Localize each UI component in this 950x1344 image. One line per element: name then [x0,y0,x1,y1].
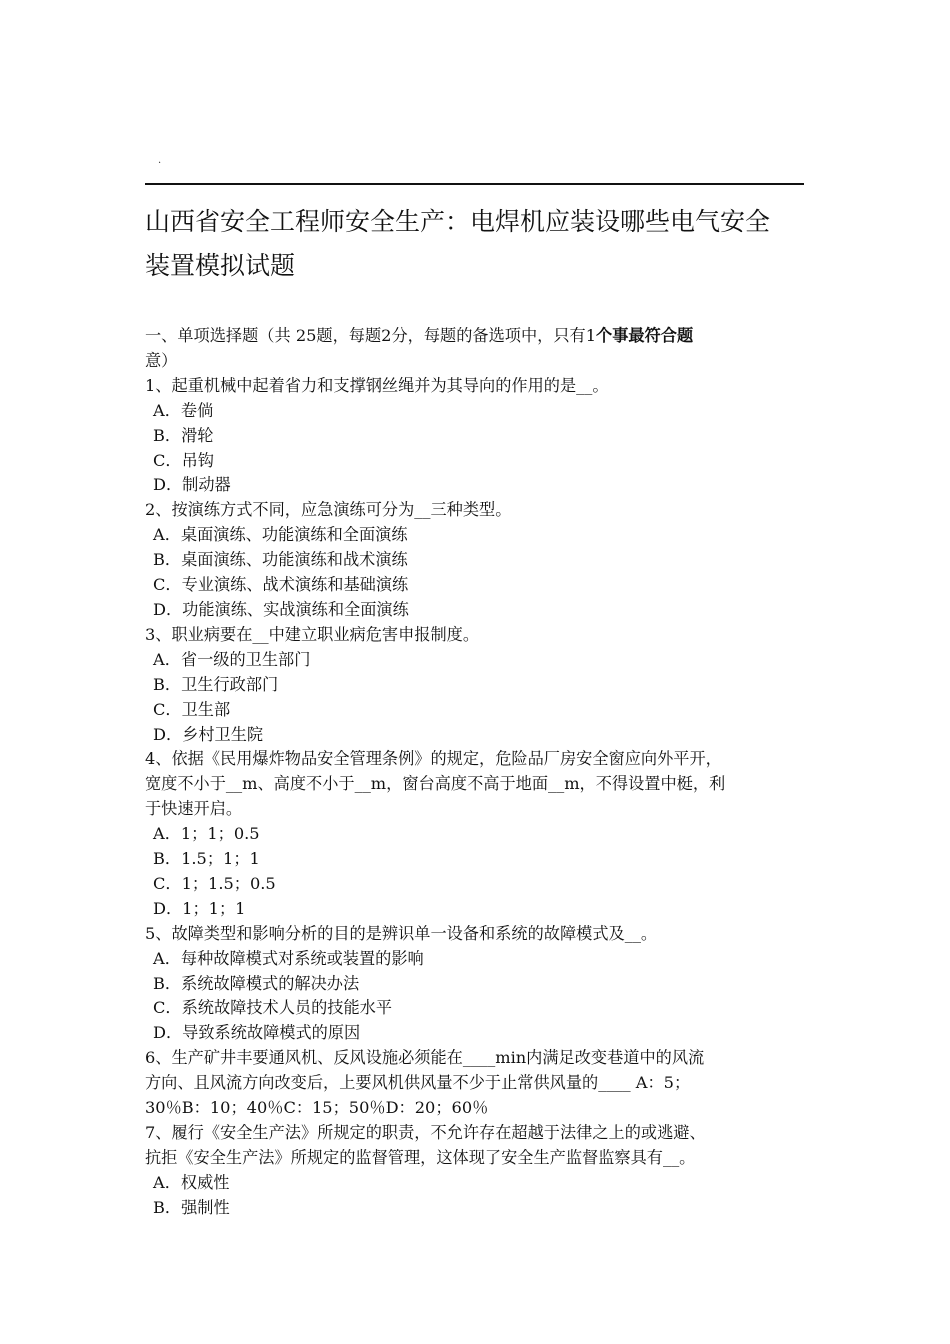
answer-option: D．功能演练、实战演练和全面演练 [153,599,409,619]
question-6 [145,1046,807,1121]
question-4 [145,747,807,921]
question-text-line: 5、故障类型和影响分析的目的是辨识单一设备和系统的故障模式及__。 [145,923,658,943]
answer-option: A．1；1；0.5 [153,824,260,844]
question-2 [145,498,807,623]
question-text-line: 7、履行《安全生产法》所规定的职责，不允许存在超越于法律之上的或逃避、 [145,1123,706,1142]
answer-option: A．省一级的卫生部门 [153,649,311,669]
question-text-line: 宽度不小于__m、高度不小于__m，窗台高度不高于地面__m，不得设置中梃，利 [145,774,726,794]
question-1 [145,374,807,499]
answer-option: C．1；1.5；0.5 [153,873,276,893]
answer-option: B．系统故障模式的解决办法 [153,973,360,993]
question-text-line: 方向、且风流方向改变后，上要风机供风量不少于止常供风量的____ A：5； [145,1073,691,1093]
answer-option: C．系统故障技术人员的技能水平 [153,998,393,1018]
question-3 [145,623,807,748]
answer-option: B．1.5；1；1 [153,849,260,869]
answer-option: A．卷倘 [153,400,214,420]
document-title [145,200,805,288]
header-rule [145,183,804,185]
answer-option: B．滑轮 [153,425,214,445]
answer-option: D．1；1；1 [153,898,246,918]
question-text-line: 抗拒《安全生产法》所规定的监督管理，这体现了安全生产监督监察具有__。 [145,1147,696,1167]
question-text-line: 1、起重机械中起着省力和支撑钢丝绳并为其导向的作用的是__。 [145,375,609,395]
question-text-line: 4、依据《民用爆炸物品安全管理条例》的规定，危险品厂房安全窗应向外平开， [145,749,722,769]
answer-option: B．卫生行政部门 [153,674,279,694]
answer-option: D．乡村卫生院 [153,724,264,744]
answer-option: B．强制性 [153,1197,230,1217]
answer-option: D．制动器 [153,475,231,495]
header-mark: . [158,155,162,166]
question-text-line: 于快速开启。 [145,799,243,819]
answer-option: B．桌面演练、功能演练和战术演练 [153,550,408,570]
answer-option: C．卫生部 [153,699,231,719]
question-5 [145,922,807,1047]
question-text-line: 6、生产矿井丰要通风机、反风设施必须能在____min内满足改变巷道中的风流 [145,1048,705,1068]
question-body [145,324,807,1221]
question-7 [145,1121,807,1221]
question-text-line: 2、按演练方式不同，应急演练可分为__三种类型。 [145,500,512,520]
title-line-1: 山西省安全工程师安全生产：电焊机应装设哪些电气安全 [145,207,771,236]
question-text-line: 30％B：10；40％C：15；50％D：20；60％ [145,1098,489,1118]
answer-option: C．专业演练、战术演练和基础演练 [153,575,409,595]
question-list [145,374,807,1221]
title-line-2: 装置模拟试题 [145,251,296,280]
section-intro-continued: 意） [145,350,178,370]
answer-option: C．吊钩 [153,450,214,470]
question-text-line: 3、职业病要在__中建立职业病危害申报制度。 [145,624,480,644]
section-intro-bold: 个事最符合题 [596,326,694,345]
answer-option: A．桌面演练、功能演练和全面演练 [153,525,408,545]
answer-option: D．导致系统故障模式的原因 [153,1023,361,1043]
answer-option: A．权威性 [153,1172,230,1192]
answer-option: A．每种故障模式对系统或装置的影响 [153,948,424,968]
section-intro: 一、单项选择题（共 25题，每题2分，每题的备选项中，只有1 [145,326,597,345]
section-heading [145,324,807,349]
